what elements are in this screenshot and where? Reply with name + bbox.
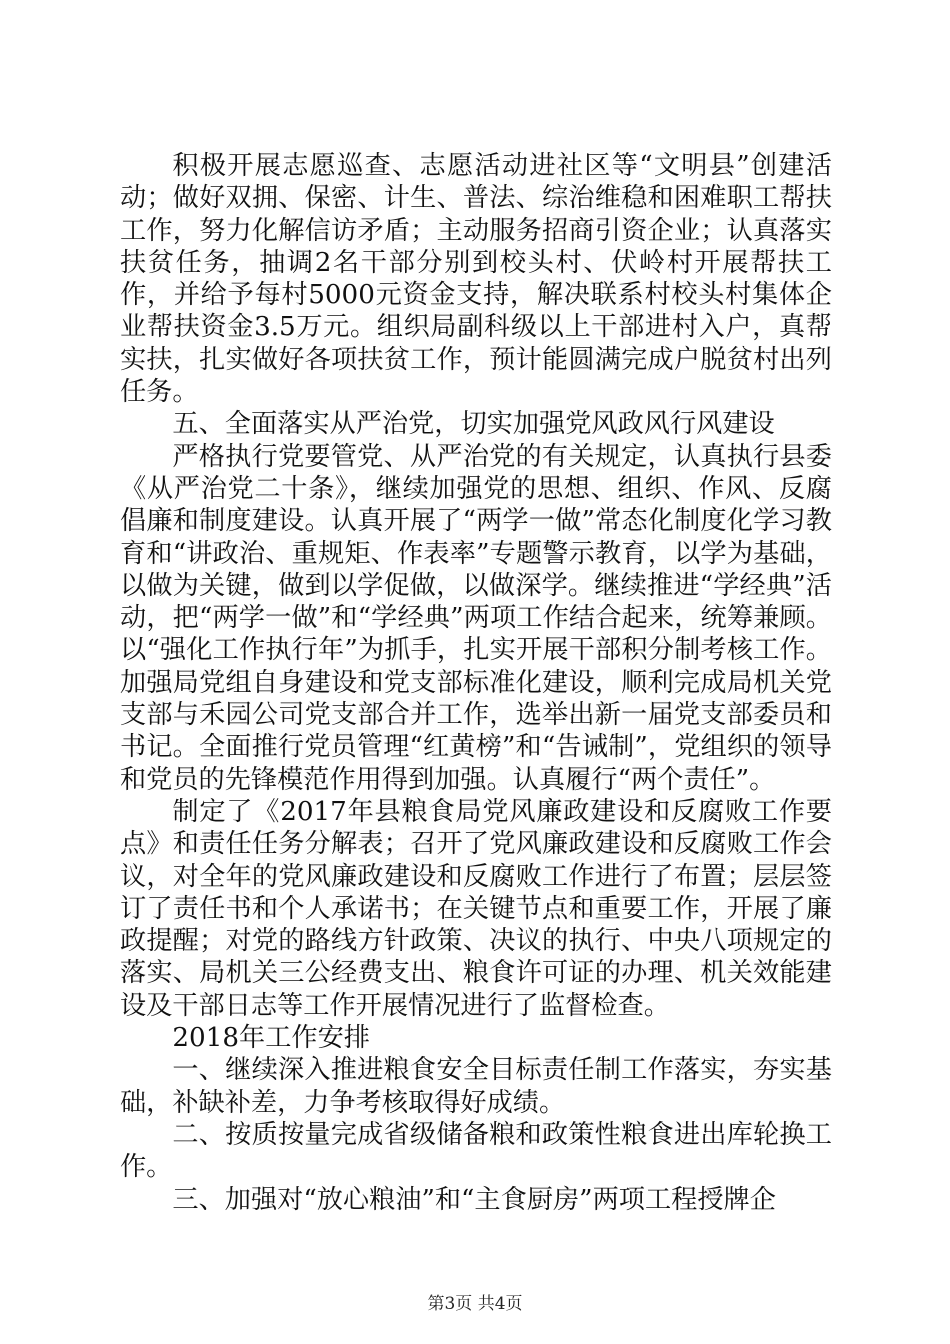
paragraph-party-building: 严格执行党要管党、从严治党的有关规定，认真执行县委《从严治党二十条》，继续加强党的思想、组织、作风、反腐倡廉和制度建设。认真开展了“两学一做”常态化制度化学习教育和“讲政治、重规矩、作表率”专题警示教育，以学为基础，以做为关键，做到以学促做，以做深学。继续推进“学经典”活动，把“两学一做”和“学经典”两项工作结合起来，统筹兼顾。以“强化工作执行年”为抓手，扎实开展干部积分制考核工作。加强局党组自身建设和党支部标准化建设，顺利完成局机关党支部与禾园公司党支部合并工作，选举出新一届党支部委员和书记。全面推行党员管理“红黄榜”和“告诫制”，党组织的领导和党员的先锋模范作用得到加强。认真履行“两个责任”。: [120, 441, 832, 795]
paragraph-volunteer-and-poverty: 积极开展志愿巡查、志愿活动进社区等“文明县”创建活动；做好双拥、保密、计生、普法、综治维稳和困难职工帮扶工作，努力化解信访矛盾；主动服务招商引资企业；认真落实扶贫任务，抽调2名干部分别到校头村、伏岭村开展帮扶工作，并给予每村5000元资金支持，解决联系村校头村集体企业帮扶资金3.5万元。组织局副科级以上干部进村入户，真帮实扶，扎实做好各项扶贫工作，预计能圆满完成户脱贫村出列任务。: [120, 151, 832, 408]
section-heading-2018-plan: 2018年工作安排: [172, 1023, 370, 1054]
plan-item-2: 二、按质按量完成省级储备粮和政策性粮食进出库轮换工作。: [120, 1119, 832, 1183]
paragraph-anti-corruption: 制定了《2017年县粮食局党风廉政建设和反腐败工作要点》和责任任务分解表；召开了党风廉政建设和反腐败工作会议，对全年的党风廉政建设和反腐败工作进行了布置；层层签订了责任书和个人承诺书；在关键节点和重要工作，开展了廉政提醒；对党的路线方针政策、决议的执行、中央八项规定的落实、局机关三公经费支出、粮食许可证的办理、机关效能建设及干部日志等工作开展情况进行了监督检查。: [120, 796, 832, 1021]
plan-item-1: 一、继续深入推进粮食安全目标责任制工作落实，夯实基础，补缺补差，力争考核取得好成绩。: [120, 1055, 832, 1118]
plan-item-3: 三、加强对“放心粮油”和“主食厨房”两项工程授牌企: [172, 1184, 776, 1215]
document-body: [120, 150, 832, 1216]
section-heading-party-discipline: 五、全面落实从严治党，切实加强党风政风行风建设: [172, 409, 775, 440]
page-number-footer: 第3页 共4页: [427, 1294, 523, 1314]
